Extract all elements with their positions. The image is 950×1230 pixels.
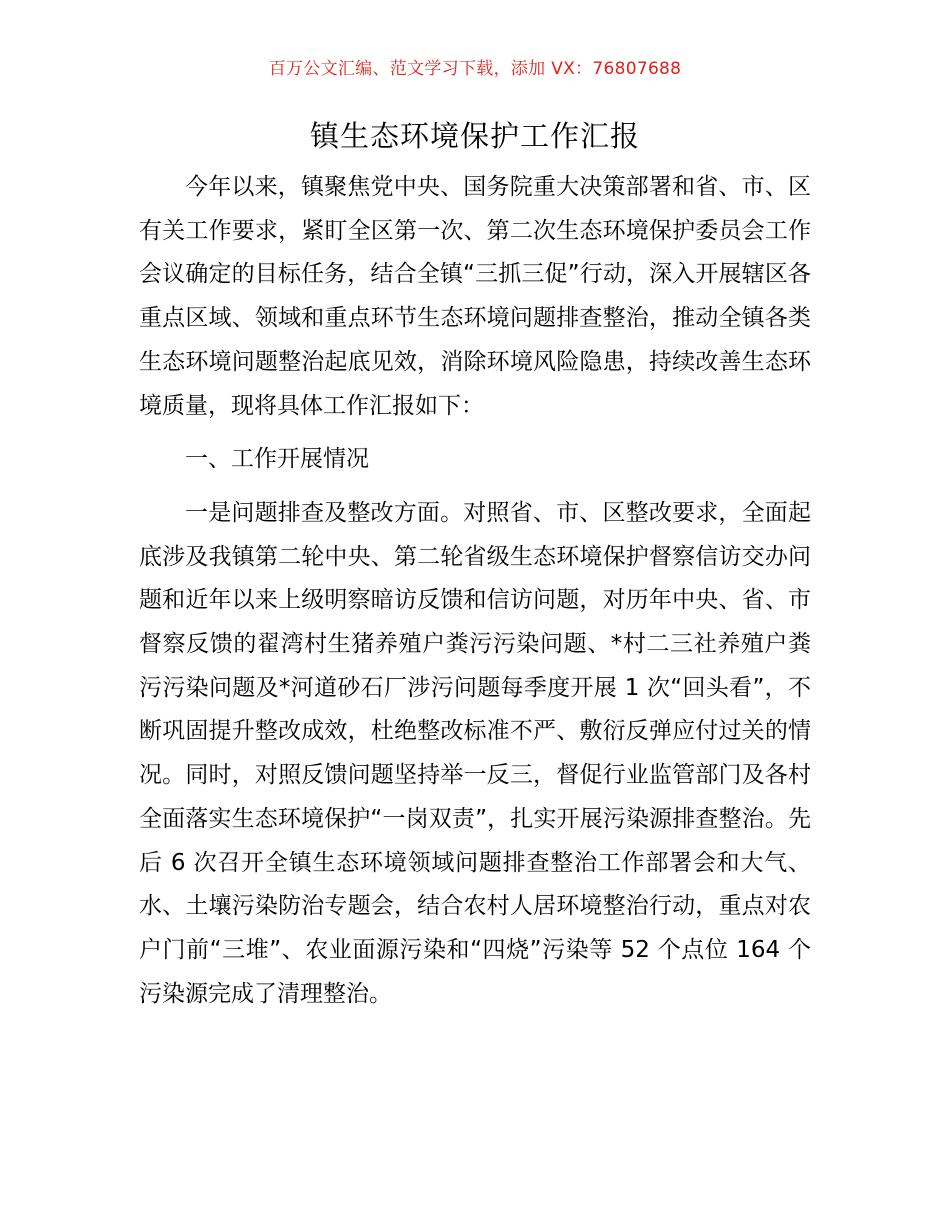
document-body (139, 166, 811, 1016)
item-paragraph: 一是问题排查及整改方面。对照省、市、区整改要求，全面起底涉及我镇第二轮中央、第二轮省级生态环境保护督察信访交办问题和近年以来上级明察暗访反馈和信访问题，对历年中央、省、市督察反馈的翟湾村生猪养殖户粪污污染问题、*村二三社养殖户粪污污染问题及*河道砂石厂涉污问题每季度开展 1 次“回头看”，不断巩固提升整改成效，杜绝整改标准不严、敷衍反弹应付过关的情况。同时，对照反馈问题坚持举一反三，督促行业监管部门及各村全面落实生态环境保护“一岗双责”，扎实开展污染源排查整治。先后 6 次召开全镇生态环境领域问题排查整治工作部署会和大气、水、土壤污染防治专题会，结合农村人居环境整治行动，重点对农户门前“三堆”、农业面源污染和“四烧”污染等 52 个点位 164 个污染源完成了清理整治。 (139, 499, 811, 1007)
section-heading: 一、工作开展情况 (185, 446, 369, 473)
intro-paragraph: 今年以来，镇聚焦党中央、国务院重大决策部署和省、市、区有关工作要求，紧盯全区第一次、第二次生态环境保护委员会工作会议确定的目标任务，结合全镇“三抓三促”行动，深入开展辖区各重点区域、领域和重点环节生态环境问题排查整治，推动全镇各类生态环境问题整治起底见效，消除环境风险隐患，持续改善生态环境质量，现将具体工作汇报如下： (139, 174, 811, 419)
document-title: 镇生态环境保护工作汇报 (309, 119, 640, 153)
watermark-header: 百万公文汇编、范文学习下载，添加 VX：76807688 (268, 59, 682, 79)
